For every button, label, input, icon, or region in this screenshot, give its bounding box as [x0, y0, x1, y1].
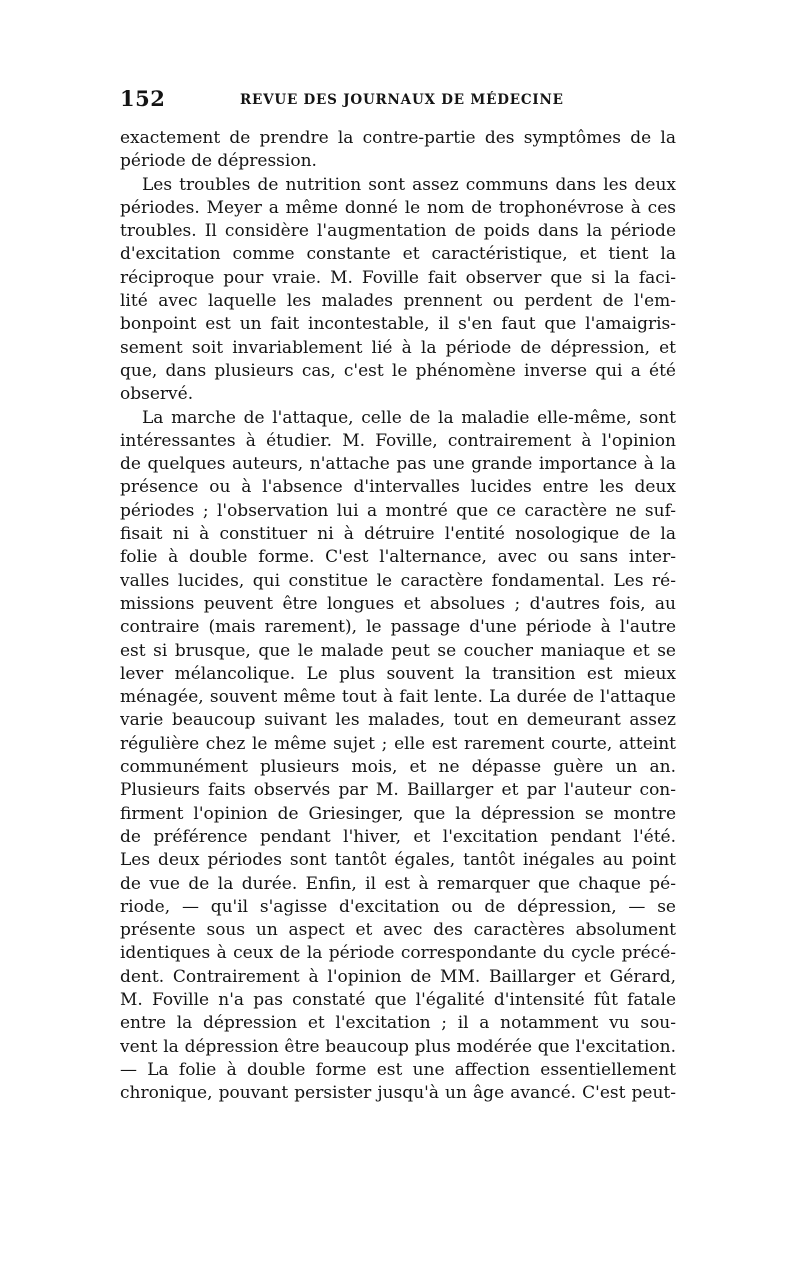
text-line: troubles. Il considère l'augmentation de poids dans la période	[120, 221, 676, 242]
text-line: communément plusieurs mois, et ne dépasse guère un an.	[120, 757, 676, 778]
body-text	[120, 127, 676, 1105]
text-line: sement soit invariablement lié à la période de dépression, et	[120, 337, 676, 358]
text-line: vent la dépression être beaucoup plus modérée que l'excitation.	[120, 1036, 676, 1057]
text-line: M. Foville n'a pas constaté que l'égalité d'intensité fût fatale	[120, 989, 676, 1010]
text-line: est si brusque, que le malade peut se coucher maniaque et se	[120, 640, 676, 661]
text-line: Plusieurs faits observés par M. Baillarger et par l'auteur con-	[120, 780, 676, 801]
text-line: — La folie à double forme est une affection essentiellement	[120, 1059, 676, 1080]
text-line: de quelques auteurs, n'attache pas une grande importance à la	[120, 454, 676, 475]
text-line: périodes ; l'observation lui a montré que ce caractère ne suf-	[120, 500, 676, 521]
page-header	[120, 86, 676, 116]
text-line: riode, — qu'il s'agisse d'excitation ou de dépression, — se	[120, 896, 676, 917]
text-line: d'excitation comme constante et caractéristique, et tient la	[120, 244, 676, 265]
text-line: fisait ni à constituer ni à détruire l'entité nosologique de la	[120, 524, 676, 545]
text-line: Les deux périodes sont tantôt égales, tantôt inégales au point	[120, 850, 676, 871]
text-line: folie à double forme. C'est l'alternance, avec ou sans inter-	[120, 547, 676, 568]
text-line: observé.	[120, 384, 194, 405]
text-line: bonpoint est un fait incontestable, il s'en faut que l'amaigris-	[120, 314, 676, 335]
text-line: lité avec laquelle les malades prennent ou perdent de l'em-	[120, 291, 676, 312]
text-line: périodes. Meyer a même donné le nom de trophonévrose à ces	[120, 197, 676, 218]
text-line: réciproque pour vraie. M. Foville fait observer que si la faci-	[120, 267, 676, 288]
text-line: lever mélancolique. Le plus souvent la transition est mieux	[120, 663, 676, 684]
text-line: de vue de la durée. Enfin, il est à remarquer que chaque pé-	[120, 873, 676, 894]
page-number: 152	[120, 86, 166, 111]
text-line: contraire (mais rarement), le passage d'une période à l'autre	[120, 617, 676, 638]
text-line: entre la dépression et l'excitation ; il a notamment vu sou-	[120, 1013, 676, 1034]
running-head: REVUE DES JOURNAUX DE MÉDECINE	[240, 92, 564, 108]
text-line: valles lucides, qui constitue le caractère fondamental. Les ré-	[120, 570, 676, 591]
text-line: régulière chez le même sujet ; elle est rarement courte, atteint	[120, 733, 676, 754]
text-line: que, dans plusieurs cas, c'est le phénomène inverse qui a été	[120, 360, 676, 381]
text-line: dent. Contrairement à l'opinion de MM. Baillarger et Gérard,	[120, 966, 676, 987]
text-line: présente sous un aspect et avec des caractères absolument	[120, 920, 676, 941]
text-line: chronique, pouvant persister jusqu'à un âge avancé. C'est peut-	[120, 1083, 676, 1104]
text-line: La marche de l'attaque, celle de la maladie elle-même, sont	[142, 407, 676, 428]
text-line: firment l'opinion de Griesinger, que la dépression se montre	[120, 803, 676, 824]
text-line: Les troubles de nutrition sont assez communs dans les deux	[142, 174, 676, 195]
text-line: présence ou à l'absence d'intervalles lucides entre les deux	[120, 477, 676, 498]
text-line: de préférence pendant l'hiver, et l'excitation pendant l'été.	[120, 826, 676, 847]
text-line: ménagée, souvent même tout à fait lente. La durée de l'attaque	[120, 687, 676, 708]
text-line: exactement de prendre la contre-partie des symptômes de la	[120, 128, 676, 148]
text-line: période de dépression.	[120, 151, 317, 172]
text-line: identiques à ceux de la période correspondante du cycle précé-	[120, 943, 676, 964]
text-line: missions peuvent être longues et absolues ; d'autres fois, au	[120, 593, 676, 614]
text-line: intéressantes à étudier. M. Foville, contrairement à l'opinion	[120, 430, 676, 451]
text-line: varie beaucoup suivant les malades, tout en demeurant assez	[120, 710, 676, 731]
